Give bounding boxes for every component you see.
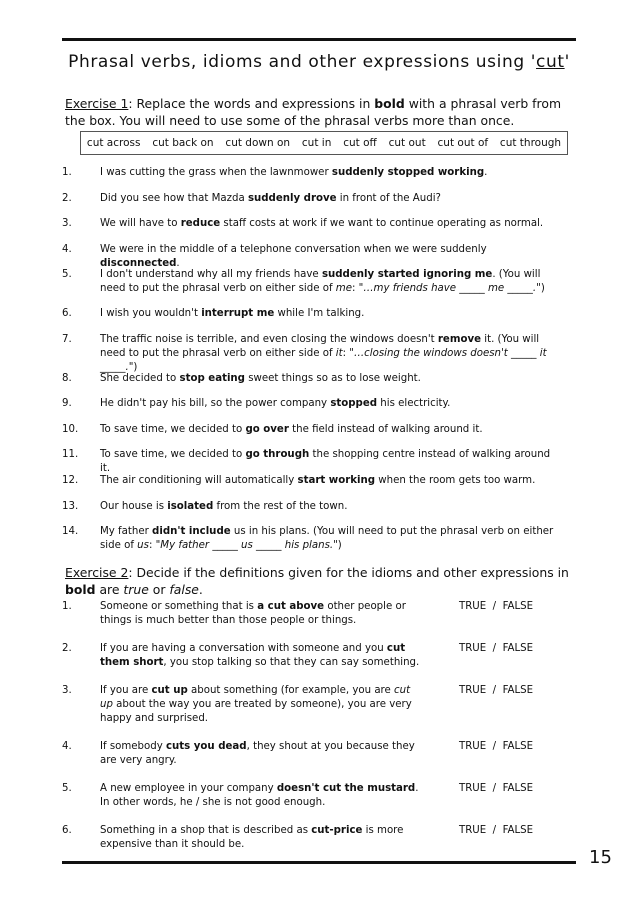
item-text-segment: interrupt me	[201, 308, 275, 319]
item-text-segment: stop eating	[179, 373, 245, 384]
item-text	[100, 268, 562, 296]
true-false-choice[interactable]: TRUE / FALSE	[459, 685, 534, 696]
bottom-rule	[62, 861, 576, 864]
true-false-choice[interactable]: TRUE / FALSE	[459, 601, 534, 612]
item-text-segment: reduce	[180, 218, 221, 229]
exercise1-instruction-segment: with a phrasal verb from the box. You will need to use some of the phrasal verbs more than once.	[65, 96, 562, 128]
item-text-segment: Our house is	[100, 501, 168, 512]
item-number: 11.	[62, 449, 79, 460]
exercise2-instruction-segment: bold	[65, 582, 96, 597]
exercise2-instruction	[65, 564, 575, 598]
item-text-segment: I don't understand why all my friends have	[100, 269, 322, 280]
exercise1-instruction-segment: bold	[374, 96, 405, 111]
item-number: 2.	[62, 643, 72, 654]
item-number: 6.	[62, 825, 72, 836]
item-text-segment: suddenly drove	[247, 193, 337, 204]
item-text-segment: She decided to	[100, 373, 180, 384]
item-number: 3.	[62, 218, 72, 229]
item-text-segment: My father _____ us _____ his plans.	[160, 540, 334, 551]
item-text-segment: .	[484, 167, 488, 178]
exercise1-instruction-text	[65, 96, 561, 128]
definition-text	[100, 684, 420, 726]
item-number: 10.	[62, 424, 79, 435]
definition-text-segment: doesn't cut the mustard	[276, 783, 416, 794]
exercise1-instruction-segment: : Replace the words and expressions in	[128, 96, 375, 111]
item-number: 7.	[62, 334, 72, 345]
item-text-segment: We were in the middle of a telephone conversation when we were suddenly	[100, 244, 487, 255]
exercise2-instruction-segment: or	[148, 582, 170, 597]
item-text-segment: …closing the windows doesn't _____ it _____.	[100, 348, 547, 373]
phrasal-verb-option: cut off	[343, 137, 377, 149]
item-text	[100, 307, 562, 321]
phrasal-verb-option: cut through	[499, 137, 562, 149]
item-text-segment: while I'm talking.	[274, 308, 365, 319]
item-text-segment: ")	[536, 283, 545, 294]
item-text-segment: sweet things so as to lose weight.	[244, 373, 421, 384]
definition-text-segment: . In other words, he / she is not good enough.	[100, 783, 419, 808]
exercise2-instruction-segment: false	[169, 582, 199, 597]
item-text-segment: go through	[245, 449, 310, 460]
item-number: 1.	[62, 167, 72, 178]
exercise2-instruction-text	[65, 565, 569, 597]
item-text	[100, 372, 562, 386]
item-text-segment: Did you see how that Mazda	[100, 193, 248, 204]
definition-text-segment: cut up	[151, 685, 188, 696]
definition-text	[100, 740, 420, 768]
item-text-segment: .	[176, 258, 180, 269]
definition-text-segment: other people or things is much better than those people or things.	[100, 601, 406, 626]
item-text-segment: To save time, we decided to	[100, 449, 246, 460]
item-text-segment: the field instead of walking around it.	[288, 424, 483, 435]
item-text-segment: We will have to	[100, 218, 181, 229]
definition-text-segment: about something (for example, you are	[187, 685, 395, 696]
title-suffix: '	[564, 52, 570, 72]
item-number: 5.	[62, 783, 72, 794]
definition-text-segment: A new employee in your company	[100, 783, 277, 794]
item-text-segment: start working	[297, 475, 376, 486]
item-text-segment: : "	[342, 348, 354, 359]
exercise2-instruction-segment: : Decide if the definitions given for the idioms and other expressions in	[128, 565, 569, 580]
item-text-segment: his electricity.	[377, 398, 451, 409]
item-text-segment: didn't include	[152, 526, 231, 537]
phrasal-verb-option: cut across	[86, 137, 141, 149]
item-text-segment: To save time, we decided to	[100, 424, 246, 435]
title-text: Phrasal verbs, idioms and other expressions using '	[68, 52, 537, 72]
definition-text-segment: about the way you are treated by someone), you are very happy and surprised.	[100, 699, 412, 724]
item-text	[100, 423, 562, 437]
definition-text-segment: cut them short	[100, 643, 406, 668]
page-number: 15	[589, 847, 612, 868]
item-text	[100, 192, 562, 206]
phrasal-verb-option: cut back on	[152, 137, 214, 149]
item-number: 2.	[62, 193, 72, 204]
definition-text-segment: a cut above	[257, 601, 325, 612]
definition-text-segment: cuts you dead	[166, 741, 247, 752]
definition-text-segment: cut-price	[311, 825, 363, 836]
item-text-segment: staff costs at work if we want to continue operating as normal.	[220, 218, 544, 229]
top-rule	[62, 38, 576, 41]
item-text	[100, 500, 562, 514]
definition-text-segment: , they shout at you because they are very angry.	[100, 741, 415, 766]
item-text-segment: suddenly stopped working	[331, 167, 485, 178]
definition-text-segment: If somebody	[100, 741, 166, 752]
item-text-segment: : "	[351, 283, 364, 294]
item-text	[100, 474, 562, 488]
item-text-segment: us	[137, 540, 149, 551]
item-text-segment: I was cutting the grass when the lawnmower	[100, 167, 332, 178]
definition-text-segment: is more expensive than it should be.	[100, 825, 404, 850]
item-text-segment: me	[335, 283, 352, 294]
item-number: 14.	[62, 526, 79, 537]
item-number: 12.	[62, 475, 79, 486]
definition-text-segment: If you are	[100, 685, 152, 696]
definition-text-segment: cut up	[100, 685, 411, 710]
item-text-segment: The traffic noise is terrible, and even closing the windows doesn't	[100, 334, 438, 345]
item-text	[100, 217, 562, 231]
item-text-segment: He didn't pay his bill, so the power company	[100, 398, 331, 409]
item-number: 4.	[62, 741, 72, 752]
item-number: 5.	[62, 269, 72, 280]
item-text-segment: disconnected	[100, 258, 177, 269]
exercise1-instruction	[65, 95, 575, 129]
item-text-segment: it	[335, 348, 343, 359]
item-text-segment: stopped	[330, 398, 378, 409]
true-false-choice[interactable]: TRUE / FALSE	[459, 825, 534, 836]
item-text	[100, 397, 562, 411]
exercise2-instruction-segment: true	[123, 582, 149, 597]
definition-text-segment: Someone or something that is	[100, 601, 258, 612]
definition-text	[100, 642, 420, 670]
exercise2-instruction-segment: .	[198, 582, 203, 597]
exercise2-label: Exercise 2	[65, 565, 129, 580]
definition-text-segment: , you stop talking so that they can say something.	[163, 657, 420, 668]
item-number: 13.	[62, 501, 79, 512]
exercise1-label: Exercise 1	[65, 96, 129, 111]
item-text-segment: : "	[148, 540, 161, 551]
item-text-segment: go over	[245, 424, 289, 435]
phrasal-verb-option: cut in	[301, 137, 332, 149]
item-text-segment: suddenly started ignoring me	[321, 269, 493, 280]
true-false-choice[interactable]: TRUE / FALSE	[459, 741, 534, 752]
item-text-segment: us in his plans. (You will need to put the phrasal verb on either side of	[100, 526, 554, 551]
definition-text-segment: Something in a shop that is described as	[100, 825, 312, 836]
definition-text-segment: If you are having a conversation with someone and you	[100, 643, 387, 654]
item-text-segment: the shopping centre instead of walking around it.	[100, 449, 551, 474]
item-number: 9.	[62, 398, 72, 409]
item-text-segment: My father	[100, 526, 153, 537]
item-number: 6.	[62, 308, 72, 319]
definition-text	[100, 782, 420, 810]
item-text	[100, 333, 562, 375]
item-number: 8.	[62, 373, 72, 384]
true-false-choice[interactable]: TRUE / FALSE	[459, 783, 534, 794]
item-text-segment: The air conditioning will automatically	[100, 475, 298, 486]
title-keyword: cut	[536, 52, 565, 72]
item-text-segment: isolated	[167, 501, 214, 512]
item-text	[100, 166, 562, 180]
item-text-segment: ")	[333, 540, 342, 551]
item-text-segment: in front of the Audi?	[336, 193, 441, 204]
page-title	[62, 52, 576, 72]
definition-text	[100, 600, 420, 628]
phrasal-verb-box	[80, 131, 568, 155]
item-text-segment: . (You will need to put the phrasal verb on either side of	[100, 269, 541, 294]
item-text-segment: …my friends have _____ me _____.	[363, 283, 537, 294]
item-text	[100, 525, 562, 553]
exercise2-instruction-segment: are	[95, 582, 124, 597]
phrasal-verb-option: cut out	[388, 137, 426, 149]
item-text-segment: I wish you wouldn't	[100, 308, 202, 319]
item-text	[100, 243, 562, 271]
item-number: 3.	[62, 685, 72, 696]
item-text	[100, 448, 562, 476]
item-text-segment: when the room gets too warm.	[375, 475, 536, 486]
item-text-segment: ")	[128, 362, 138, 373]
item-text-segment: from the rest of the town.	[213, 501, 348, 512]
phrasal-verb-option: cut down on	[225, 137, 291, 149]
definition-text	[100, 824, 420, 852]
phrasal-verb-option: cut out of	[437, 137, 489, 149]
item-number: 1.	[62, 601, 72, 612]
item-text-segment: remove	[437, 334, 481, 345]
item-number: 4.	[62, 244, 72, 255]
item-text-segment: it. (You will need to put the phrasal verb on either side of	[100, 334, 540, 359]
true-false-choice[interactable]: TRUE / FALSE	[459, 643, 534, 654]
